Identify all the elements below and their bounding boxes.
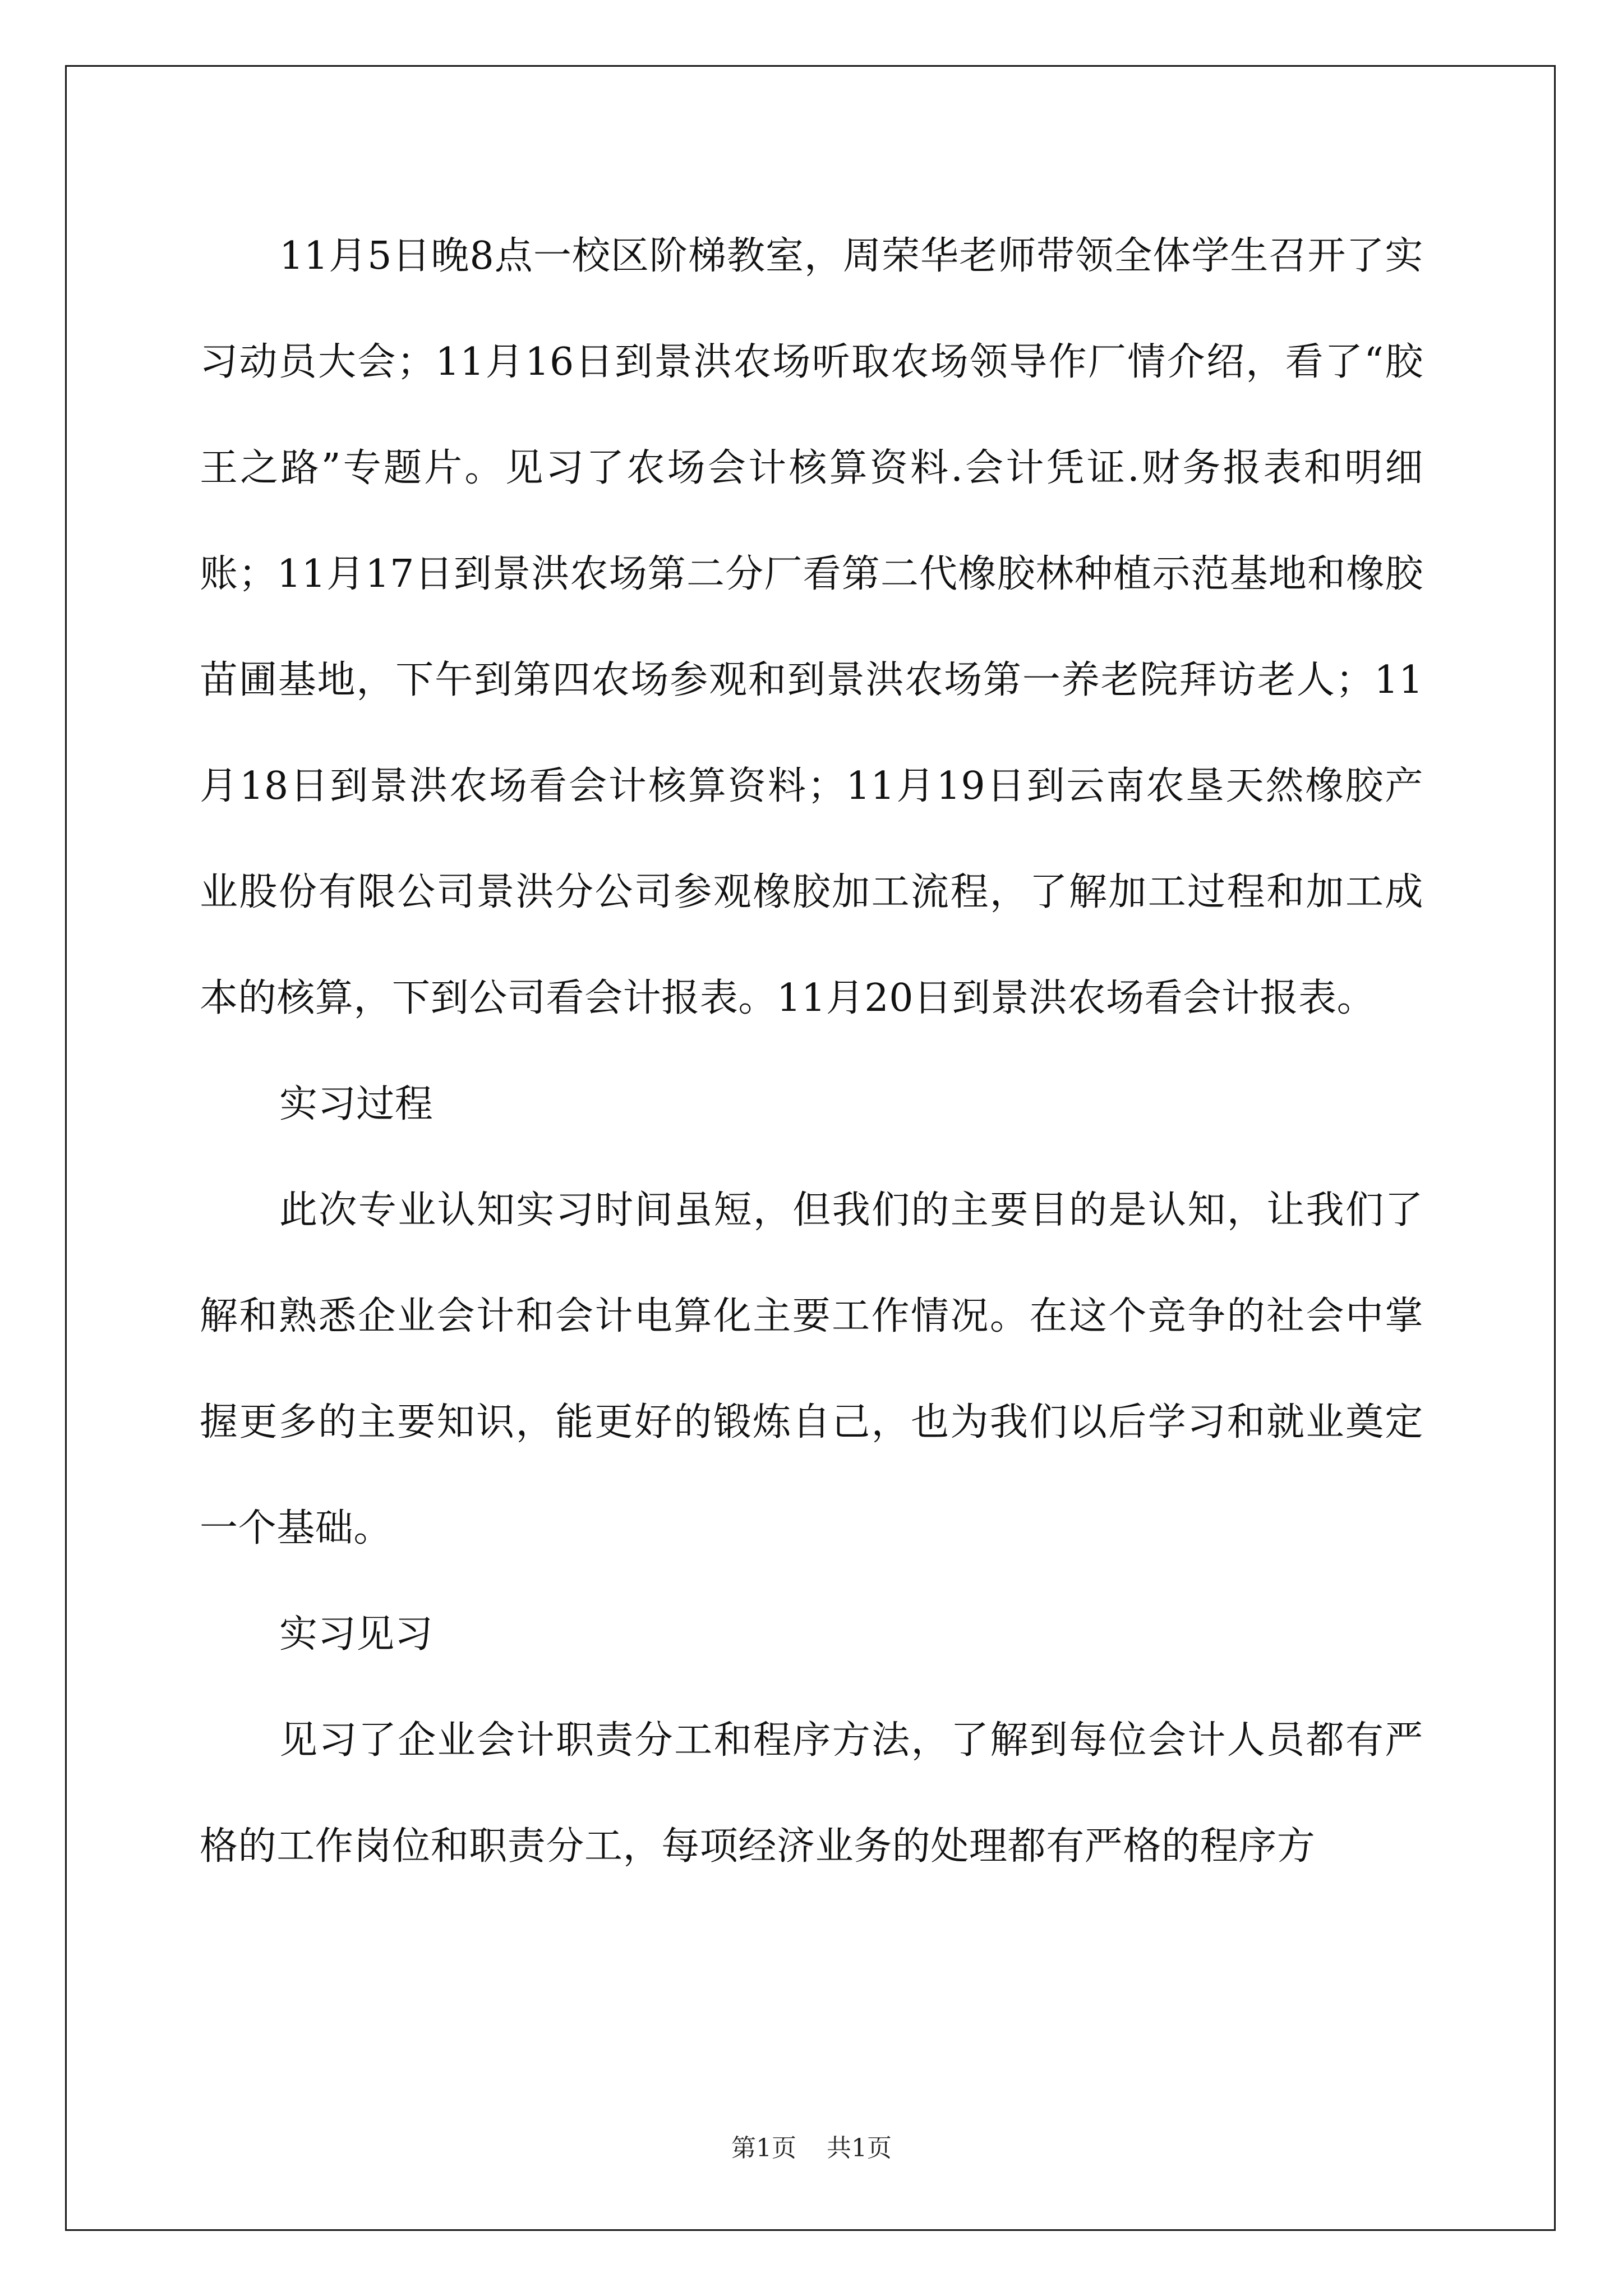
section-heading-observation: 实习见习 [279,1612,434,1657]
paragraph-schedule: 11月5日晚8点一校区阶梯教室，周荣华老师带领全体学生召开了实习动员大会；11月16日到景洪农场听取农场领导作厂情介绍，看了“胶王之路”专题片。见习了农场会计核算资料.会计凭证.财务报表和明细账；11月17日到景洪农场第二分厂看第二代橡胶林种植示范基地和橡胶苗圃基地，下午到第四农场参观和到景洪农场第一养老院拜访老人；11月18日到景洪农场看会计核算资料；11月19日到云南农垦天然橡胶产业股份有限公司景洪分公司参观橡胶加工流程，了解加工过程和加工成本的核算，下到公司看会计报表。11月20日到景洪农场看会计报表。 [200,234,1423,1020]
document-body [200,203,1423,1899]
page-number: 第1页 [731,2134,796,2162]
paragraph-observation: 见习了企业会计职责分工和程序方法，了解到每位会计人员都有严格的工作岗位和职责分工，每项经济业务的处理都有严格的程序方 [200,1718,1423,1869]
page-footer [0,2132,1623,2165]
page-total: 共1页 [827,2134,892,2162]
section-heading-process: 实习过程 [279,1082,434,1126]
paragraph-purpose: 此次专业认知实习时间虽短，但我们的主要目的是认知，让我们了解和熟悉企业会计和会计电算化主要工作情况。在这个竞争的社会中掌握更多的主要知识，能更好的锻炼自己，也为我们以后学习和就业奠定一个基础。 [200,1188,1423,1550]
